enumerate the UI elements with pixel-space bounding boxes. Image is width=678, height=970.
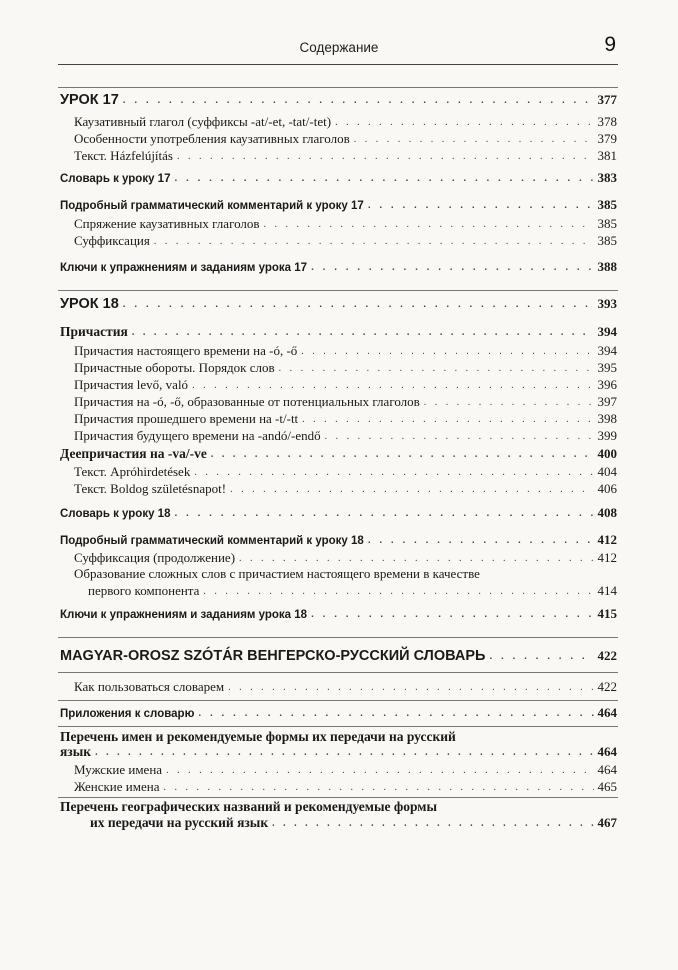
toc-entry-vocabulary[interactable]: Словарь к уроку 18 . . . 408 xyxy=(0,505,678,521)
toc-entry[interactable]: Спряжение каузативных глаголов . . . 385 xyxy=(0,216,678,232)
toc-entry[interactable]: Причастия на -ó, -ő, образованные от потенциальных глаголов . . . 397 xyxy=(0,394,678,410)
toc-entry[interactable]: Причастия levő, való . . . 396 xyxy=(0,377,678,393)
toc-entry[interactable]: Причастия настоящего времени на -ó, -ő . . . 394 xyxy=(0,343,678,359)
toc-entry[interactable]: Особенности употребления каузативных глаголов . . . 379 xyxy=(0,131,678,147)
section-divider xyxy=(58,87,618,88)
toc-entry[interactable]: Суффиксация (продолжение) . . . 412 xyxy=(0,550,678,566)
section-divider xyxy=(58,700,618,701)
toc-entry-grammar-commentary[interactable]: Подробный грамматический комментарий к уроку 17 . . . 385 xyxy=(0,197,678,213)
toc-entry[interactable]: Мужские имена . . . 464 xyxy=(0,762,678,778)
toc-entry-answer-keys[interactable]: Ключи к упражнениям и заданиям урока 17 . . . 388 xyxy=(0,259,678,275)
toc-entry-lesson-18[interactable]: УРОК 18 . . . 393 xyxy=(0,296,678,312)
toc-entry-lesson-17[interactable]: УРОК 17 . . . 377 xyxy=(0,92,678,108)
toc-entry-multiline-text[interactable]: Перечень имен и рекомендуемые формы их передачи на русский xyxy=(60,729,456,744)
toc-entry[interactable]: Причастия прошедшего времени на -t/-tt . . . 398 xyxy=(0,411,678,427)
toc-entry[interactable]: Причастия будущего времени на -andó/-endő . . . 399 xyxy=(0,428,678,444)
toc-entry-subsection[interactable]: их передачи на русский язык . . . 467 xyxy=(0,815,678,831)
toc-entry-vocabulary[interactable]: Словарь к уроку 17 . . . 383 xyxy=(0,170,678,186)
toc-entry[interactable]: Женские имена . . . 465 xyxy=(0,779,678,795)
section-divider xyxy=(58,672,618,673)
header-title: Содержание xyxy=(299,40,379,55)
toc-entry[interactable]: Причастные обороты. Порядок слов . . . 395 xyxy=(0,360,678,376)
toc-entry[interactable]: Текст. Házfelújítás . . . 381 xyxy=(0,148,678,164)
section-divider xyxy=(58,290,618,291)
toc-entry[interactable]: первого компонента . . . 414 xyxy=(0,583,678,599)
toc-entry[interactable]: Текст. Boldog születésnapot! . . . 406 xyxy=(0,481,678,497)
toc-entry-grammar-commentary[interactable]: Подробный грамматический комментарий к уроку 18 . . . 412 xyxy=(0,532,678,548)
toc-entry-multiline-text[interactable]: Образование сложных слов с причастием настоящего времени в качестве xyxy=(74,566,480,581)
toc-entry[interactable]: Как пользоваться словарем . . . 422 xyxy=(0,679,678,695)
toc-entry-dictionary[interactable]: MAGYAR-OROSZ SZÓTÁR ВЕНГЕРСКО-РУССКИЙ СЛОВАРЬ . . . 422 xyxy=(0,648,678,664)
toc-entry[interactable]: Каузативный глагол (суффиксы -at/-et, -tat/-tet) . . . 378 xyxy=(0,114,678,130)
toc-entry-appendix[interactable]: Приложения к словарю . . . 464 xyxy=(0,705,678,721)
toc-entry[interactable]: Текст. Apróhirdetések . . . 404 xyxy=(0,464,678,480)
page-number: 9 xyxy=(604,33,616,56)
toc-entry-answer-keys[interactable]: Ключи к упражнениям и заданиям урока 18 . . . 415 xyxy=(0,606,678,622)
header-rule xyxy=(58,64,618,65)
section-divider xyxy=(58,637,618,638)
toc-entry-multiline-text[interactable]: Перечень географических названий и рекомендуемые формы xyxy=(60,799,438,814)
toc-entry[interactable]: Суффиксация . . . 385 xyxy=(0,233,678,249)
toc-entry-subsection[interactable]: язык . . . 464 xyxy=(0,744,678,760)
toc-entry-subsection[interactable]: Деепричастия на -va/-ve . . . 400 xyxy=(0,446,678,462)
section-divider xyxy=(58,726,618,727)
toc-entry-subsection[interactable]: Причастия . . . 394 xyxy=(0,324,678,340)
